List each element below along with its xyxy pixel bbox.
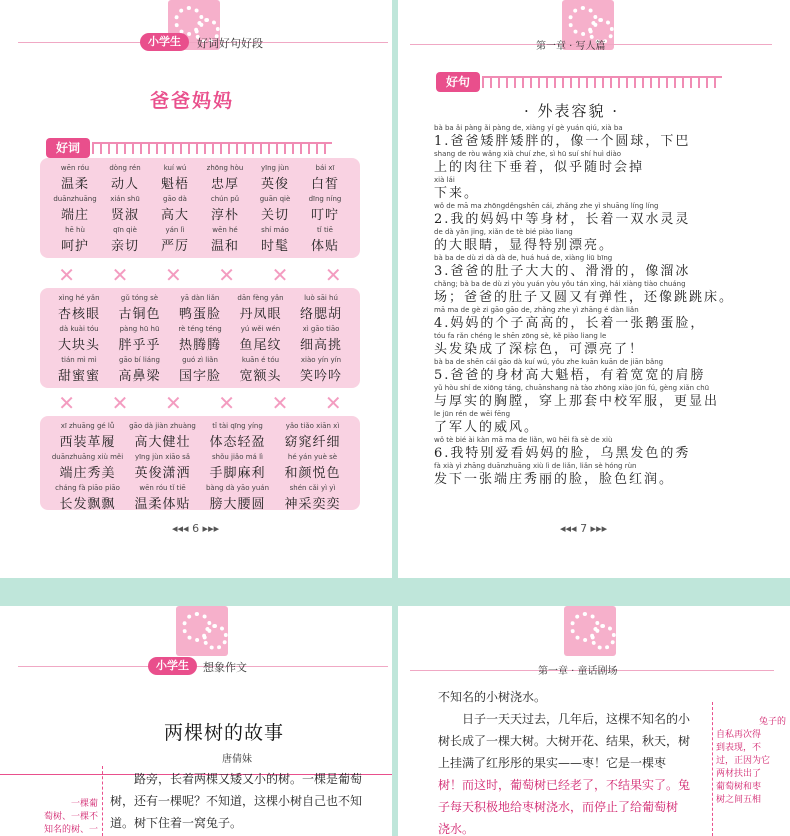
vocab-word bbox=[50, 294, 108, 322]
vocab-word bbox=[150, 164, 200, 192]
sentence-line bbox=[434, 280, 750, 306]
cross-icon: ✕ bbox=[58, 263, 76, 287]
hanzi: 动人 bbox=[110, 177, 139, 192]
vocab-row bbox=[50, 195, 350, 223]
hanzi: 热腾腾 bbox=[178, 338, 221, 353]
vocab-word bbox=[200, 422, 275, 450]
cross-icon: ✕ bbox=[324, 391, 342, 415]
sentence-line bbox=[434, 358, 750, 384]
note-line: 两材扶出了 bbox=[716, 769, 762, 779]
page-number: ◂◂◂ 6 ▸▸▸ bbox=[172, 522, 220, 535]
note-line: 过，正因为它 bbox=[716, 756, 771, 766]
hanzi: 温柔 bbox=[60, 177, 89, 192]
pinyin: wēn róu bbox=[60, 164, 90, 172]
vocab-word bbox=[50, 226, 100, 254]
hanzi: 体贴 bbox=[310, 239, 339, 254]
pinyin: tǐ tài qīng yíng bbox=[212, 422, 263, 430]
pinyin: kuān é tóu bbox=[241, 356, 280, 364]
pinyin: duānzhuāng xiù měi bbox=[51, 453, 124, 461]
hanzi: 杏核眼 bbox=[57, 307, 100, 322]
hanzi: 了军人的威风。 bbox=[434, 420, 540, 435]
pinyin: wǒ de mā ma zhōngděngshēn cái, zhǎng zhe yì shuāng líng líng bbox=[434, 202, 659, 210]
vocab-word bbox=[275, 453, 350, 481]
hanzi: 温柔体贴 bbox=[134, 497, 191, 512]
hanzi: 宽额头 bbox=[239, 369, 282, 384]
essay-title: 两棵树的故事 bbox=[164, 722, 285, 744]
bottom-right-page bbox=[398, 606, 790, 836]
pinyin: shén cǎi yì yì bbox=[289, 484, 336, 492]
sentence-line bbox=[434, 228, 750, 254]
vocab-word bbox=[50, 195, 100, 223]
sentence-line bbox=[434, 150, 750, 176]
text-line: 树，还有一棵呢？不知道，这棵小树自己也不知 bbox=[110, 794, 363, 808]
pinyin: xìng hé yǎn bbox=[58, 294, 100, 302]
hanzi: 叮咛 bbox=[310, 208, 339, 223]
pinyin: yán lì bbox=[165, 226, 185, 234]
hanzi: 络腮胡 bbox=[299, 307, 342, 322]
hanzi: 端庄秀美 bbox=[59, 466, 116, 481]
chapter-header: 第一章 · 童话剧场 bbox=[538, 666, 618, 677]
pinyin: cháng fà piāo piāo bbox=[55, 484, 120, 492]
pinyin: yǎo tiǎo xiān xì bbox=[285, 422, 340, 430]
pinyin: hé yán yuè sè bbox=[287, 453, 338, 461]
margin-note bbox=[8, 798, 98, 836]
vocab-word bbox=[125, 453, 200, 481]
vocab-word bbox=[171, 325, 229, 353]
sentence-list bbox=[434, 124, 750, 488]
hanzi: 高大 bbox=[160, 208, 189, 223]
vocab-word bbox=[111, 294, 169, 322]
pinyin: duānzhuāng bbox=[53, 195, 97, 203]
sentence-line bbox=[434, 254, 750, 280]
pinyin: shí máo bbox=[261, 226, 289, 234]
cross-icon: ✕ bbox=[58, 391, 76, 415]
text-line: 树长成了一棵大树。大树开花、结果，秋天，树 bbox=[438, 734, 691, 748]
hanzi: 关切 bbox=[260, 208, 289, 223]
pinyin: shang de ròu wǎng xià chuí zhe, sì hū suí shí huì diào bbox=[434, 150, 622, 158]
pinyin: bà ba de dù zi dà dà de, huá huá de, xiàng liū bīng bbox=[434, 254, 613, 262]
vocab-row bbox=[50, 294, 350, 322]
vocab-word bbox=[150, 226, 200, 254]
note-line: 兔子的 bbox=[758, 717, 786, 727]
hanzi: 温和 bbox=[210, 239, 239, 254]
hanzi: 鸭蛋脸 bbox=[178, 307, 221, 322]
vocab-word bbox=[111, 356, 169, 384]
pinyin: pàng hū hū bbox=[119, 325, 160, 333]
pinyin: mā ma de gè zi gāo gāo de, zhǎng zhe yì zhāng é dàn liǎn bbox=[434, 306, 639, 314]
pinyin: guān qiè bbox=[259, 195, 291, 203]
pinyin: bàng dà yāo yuán bbox=[205, 484, 270, 492]
author: 唐倩妹 bbox=[222, 754, 252, 765]
vocab-row bbox=[50, 453, 350, 481]
hanzi: 细高挑 bbox=[299, 338, 342, 353]
hanzi: 长发飘飘 bbox=[59, 497, 116, 512]
vocab-word bbox=[200, 484, 275, 512]
cross-icon: ✕ bbox=[271, 263, 289, 287]
cross-decoration-row bbox=[40, 388, 360, 418]
margin-note bbox=[716, 716, 786, 807]
section-title: · 外表容貌 · bbox=[524, 102, 620, 120]
story-text bbox=[438, 686, 694, 836]
note-line: 到表现，不 bbox=[716, 743, 762, 753]
hanzi: 端庄 bbox=[60, 208, 89, 223]
pinyin: fà xià yì zhāng duānzhuāng xiù lì de liǎn, liǎn sè hóng rùn bbox=[434, 462, 637, 470]
pinyin: yīng jùn xiāo sǎ bbox=[134, 453, 191, 461]
hanzi: 手脚麻利 bbox=[209, 466, 266, 481]
sentence-line bbox=[434, 306, 750, 332]
page-number: ◂◂◂ 7 ▸▸▸ bbox=[560, 522, 608, 535]
vocab-word bbox=[50, 484, 125, 512]
vocab-word bbox=[292, 356, 350, 384]
note-line: 树之间五相 bbox=[716, 795, 762, 805]
vocab-word bbox=[125, 422, 200, 450]
hanzi: 胖乎乎 bbox=[118, 338, 161, 353]
sentence-line bbox=[434, 410, 750, 436]
pinyin: wēn hé bbox=[212, 226, 238, 234]
vocab-word bbox=[100, 226, 150, 254]
hanzi: 6.我特别爱看妈妈的脸，乌黑发色的秀 bbox=[434, 446, 691, 461]
vocab-word bbox=[50, 422, 125, 450]
vocab-word bbox=[292, 294, 350, 322]
cross-decoration-row bbox=[40, 260, 360, 290]
vocab-word bbox=[300, 164, 350, 192]
hanzi: 头发染成了深棕色，可漂亮了！ bbox=[434, 342, 645, 357]
pinyin: guó zì liǎn bbox=[182, 356, 218, 364]
vocab-word bbox=[232, 325, 290, 353]
hanzi: 白皙 bbox=[310, 177, 339, 192]
pinyin: yǔ hòu shí de xiōng táng, chuānshang nà tào zhōng xiào jūn fú, gèng xiǎn chū bbox=[434, 384, 710, 392]
vocab-word bbox=[300, 226, 350, 254]
hanzi: 忠厚 bbox=[210, 177, 239, 192]
hanzi: 古铜色 bbox=[118, 307, 161, 322]
hanzi: 体态轻盈 bbox=[209, 435, 266, 450]
hanzi: 大块头 bbox=[57, 338, 100, 353]
vocab-word bbox=[200, 226, 250, 254]
header-tag: 小学生 bbox=[148, 657, 197, 675]
vocab-word bbox=[100, 195, 150, 223]
pinyin: bà ba de shēn cái gāo dà kuí wú, yǒu zhe kuān kuān de jiān bǎng bbox=[434, 358, 664, 366]
vocab-word bbox=[50, 164, 100, 192]
sentence-line bbox=[434, 436, 750, 462]
note-line: 葡萄树和枣 bbox=[716, 782, 762, 792]
hanzi: 时髦 bbox=[260, 239, 289, 254]
hanzi: 3.爸爸的肚子大大的、滑滑的，像溜冰 bbox=[434, 264, 691, 279]
pinyin: kuí wú bbox=[163, 164, 187, 172]
vocab-word bbox=[200, 164, 250, 192]
header-tag: 小学生 bbox=[140, 33, 189, 51]
vocab-word bbox=[100, 164, 150, 192]
pinyin: rè téng téng bbox=[178, 325, 222, 333]
vocab-word bbox=[232, 294, 290, 322]
pinyin: gāo bí liáng bbox=[119, 356, 160, 364]
hanzi: 的大眼睛，显得特别漂亮。 bbox=[434, 238, 615, 253]
vocab-word bbox=[250, 195, 300, 223]
vocab-row bbox=[50, 356, 350, 384]
pinyin: gǔ tóng sè bbox=[120, 294, 159, 302]
vocab-row bbox=[50, 164, 350, 192]
hanzi: 膀大腰圆 bbox=[209, 497, 266, 512]
hanzi: 亲切 bbox=[110, 239, 139, 254]
hanzi: 与厚实的胸膛，穿上那套中校军服，更显出 bbox=[434, 394, 720, 409]
vocab-block-3 bbox=[40, 416, 360, 510]
hanzi: 2.我的妈妈中等身材，长着一双水灵灵 bbox=[434, 212, 691, 227]
fence-decoration bbox=[482, 76, 722, 88]
sentence-line bbox=[434, 176, 750, 202]
vocab-word bbox=[250, 164, 300, 192]
pinyin: dīng níng bbox=[308, 195, 342, 203]
vocab-word bbox=[125, 484, 200, 512]
hanzi: 1.爸爸矮胖矮胖的，像一个圆球，下巴 bbox=[434, 134, 691, 149]
hanzi: 上的肉往下垂着，似乎随时会掉 bbox=[434, 160, 645, 175]
pinyin: zhōng hòu bbox=[206, 164, 244, 172]
pinyin: bà ba ǎi pàng ǎi pàng de, xiàng yí gè yuán qiú, xià ba bbox=[434, 124, 623, 132]
vocab-word bbox=[200, 453, 275, 481]
hanzi: 严厉 bbox=[160, 239, 189, 254]
hanzi: 国字脸 bbox=[178, 369, 221, 384]
pinyin: tǐ tiē bbox=[317, 226, 333, 234]
cross-icon: ✕ bbox=[111, 263, 129, 287]
pinyin: xì gāo tiāo bbox=[302, 325, 340, 333]
pinyin: dān fèng yǎn bbox=[237, 294, 284, 302]
vocab-word bbox=[232, 356, 290, 384]
vocab-word bbox=[171, 356, 229, 384]
vocab-word bbox=[171, 294, 229, 322]
vocab-row bbox=[50, 484, 350, 512]
hanzi: 发下一张端庄秀丽的脸，脸色红润。 bbox=[434, 472, 675, 487]
pinyin: xià lái bbox=[434, 176, 455, 184]
text-line: 日子一天天过去，几年后，这棵不知名的小 bbox=[462, 712, 691, 726]
hanzi: 4.妈妈的个子高高的，长着一张鹅蛋脸， bbox=[434, 316, 706, 331]
pinyin: de dà yǎn jing, xiǎn de tè bié piào liang bbox=[434, 228, 573, 236]
vocab-word bbox=[200, 195, 250, 223]
pinyin: yīng jùn bbox=[260, 164, 289, 172]
vocab-word bbox=[275, 422, 350, 450]
pinyin: xiào yín yín bbox=[300, 356, 342, 364]
hanzi: 高大健壮 bbox=[134, 435, 191, 450]
pinyin: bái xī bbox=[315, 164, 335, 172]
bottom-left-page bbox=[0, 606, 392, 836]
pinyin: wēn róu tǐ tiē bbox=[139, 484, 186, 492]
hanzi: 英俊 bbox=[260, 177, 289, 192]
vocab-word bbox=[250, 226, 300, 254]
cross-icon: ✕ bbox=[218, 391, 236, 415]
text-line: 上挂满了红彤彤的果实——枣！它是一棵枣 bbox=[438, 756, 667, 770]
note-line: 自私再次得 bbox=[716, 730, 762, 740]
vocab-block-2 bbox=[40, 288, 360, 388]
vocab-row bbox=[50, 325, 350, 353]
hanzi: 呵护 bbox=[60, 239, 89, 254]
top-left-page bbox=[0, 0, 392, 578]
flower-pattern-decoration bbox=[176, 606, 228, 656]
sentence-line bbox=[434, 384, 750, 410]
vocab-row bbox=[50, 422, 350, 450]
hanzi: 贤淑 bbox=[110, 208, 139, 223]
cross-icon: ✕ bbox=[164, 391, 182, 415]
hanzi: 甜蜜蜜 bbox=[57, 369, 100, 384]
hanzi: 鱼尾纹 bbox=[239, 338, 282, 353]
margin-vline bbox=[712, 702, 713, 836]
pinyin: luò sāi hú bbox=[304, 294, 338, 302]
section-label-good-words: 好词 bbox=[46, 138, 90, 158]
pinyin: tóu fa rǎn chéng le shēn zōng sè, kě piào liang le bbox=[434, 332, 607, 340]
pinyin: chún pǔ bbox=[210, 195, 240, 203]
hanzi: 高鼻梁 bbox=[118, 369, 161, 384]
pinyin: shǒu jiǎo má lì bbox=[212, 453, 263, 461]
hanzi: 魁梧 bbox=[160, 177, 189, 192]
pinyin: yā dàn liǎn bbox=[180, 294, 220, 302]
text-line: 路旁，长着两棵又矮又小的树。一棵是葡萄 bbox=[134, 772, 363, 786]
hanzi: 西装革履 bbox=[59, 435, 116, 450]
pinyin: tián mì mì bbox=[61, 356, 97, 364]
vocab-word bbox=[275, 484, 350, 512]
essay-text bbox=[110, 768, 390, 834]
text-line highlighted: 子每天积极地给枣树浇水，而停止了给葡萄树 bbox=[438, 800, 679, 814]
page-number-value: 6 bbox=[192, 522, 200, 535]
sentence-line bbox=[434, 332, 750, 358]
hanzi: 淳朴 bbox=[210, 208, 239, 223]
pinyin: chǎng; bà ba de dù zi yòu yuán yòu yǒu tán xìng, hái xiàng tiào chuáng bbox=[434, 280, 686, 288]
hanzi: 笑吟吟 bbox=[299, 369, 342, 384]
hanzi: 英俊潇洒 bbox=[134, 466, 191, 481]
vocab-word bbox=[150, 195, 200, 223]
pinyin: gāo dà bbox=[163, 195, 187, 203]
vocab-row bbox=[50, 226, 350, 254]
page-title: 爸爸妈妈 bbox=[150, 90, 235, 112]
vocab-word bbox=[111, 325, 169, 353]
text-line: 不知名的小树浇水。 bbox=[438, 690, 547, 704]
page-number-value: 7 bbox=[580, 522, 588, 535]
hanzi: 窈窕纤细 bbox=[284, 435, 341, 450]
fence-decoration bbox=[92, 142, 332, 154]
pinyin: hē hù bbox=[65, 226, 85, 234]
flower-pattern-decoration bbox=[564, 606, 616, 656]
pinyin: dà kuài tóu bbox=[59, 325, 99, 333]
sentence-line bbox=[434, 202, 750, 228]
chapter-header: 第一章 · 写人篇 bbox=[536, 41, 606, 52]
pinyin: xī zhuāng gé lǚ bbox=[60, 422, 115, 430]
vocab-word bbox=[292, 325, 350, 353]
header-title: 想象作文 bbox=[203, 661, 247, 674]
pinyin: wǒ tè bié ài kàn mā ma de liǎn, wū hēi fà sè de xiù bbox=[434, 436, 613, 444]
sentence-line bbox=[434, 462, 750, 488]
note-line: 萄树、一棵不 bbox=[43, 812, 98, 822]
pinyin: xián shū bbox=[110, 195, 140, 203]
cross-icon: ✕ bbox=[164, 263, 182, 287]
cross-icon: ✕ bbox=[271, 391, 289, 415]
pinyin: yú wěi wén bbox=[240, 325, 281, 333]
sentence-line bbox=[434, 124, 750, 150]
text-line highlighted: 浇水。 bbox=[438, 822, 475, 836]
pinyin: le jūn rén de wēi fēng bbox=[434, 410, 511, 418]
vocab-word bbox=[50, 325, 108, 353]
cross-icon: ✕ bbox=[218, 263, 236, 287]
header-title: 好词好句好段 bbox=[197, 37, 263, 50]
margin-vline bbox=[102, 766, 103, 836]
vocab-word bbox=[50, 356, 108, 384]
cross-icon: ✕ bbox=[324, 263, 342, 287]
hanzi: 丹凤眼 bbox=[239, 307, 282, 322]
note-line: 知名的树、一 bbox=[43, 825, 98, 835]
note-line: 一棵葡 bbox=[70, 799, 98, 809]
hanzi: 下来。 bbox=[434, 186, 480, 201]
section-label-good-sentences: 好句 bbox=[436, 72, 480, 92]
pinyin: gāo dà jiàn zhuàng bbox=[129, 422, 196, 430]
hanzi: 场；爸爸的肚子又圆又有弹性，还像跳跳床。 bbox=[434, 290, 735, 305]
hanzi: 5.爸爸的身材高大魁梧，有着宽宽的肩膀 bbox=[434, 368, 706, 383]
hanzi: 神采奕奕 bbox=[284, 497, 341, 512]
vocab-word bbox=[50, 453, 125, 481]
text-line: 道。树下住着一窝兔子。 bbox=[110, 816, 243, 830]
pinyin: dòng rén bbox=[109, 164, 141, 172]
vocab-block-1 bbox=[40, 158, 360, 258]
cross-icon: ✕ bbox=[111, 391, 129, 415]
hanzi: 和颜悦色 bbox=[284, 466, 341, 481]
text-line highlighted: 树！而这时，葡萄树已经老了，不结果实了。兔 bbox=[438, 778, 691, 792]
vocab-word bbox=[300, 195, 350, 223]
pinyin: qīn qiè bbox=[113, 226, 137, 234]
